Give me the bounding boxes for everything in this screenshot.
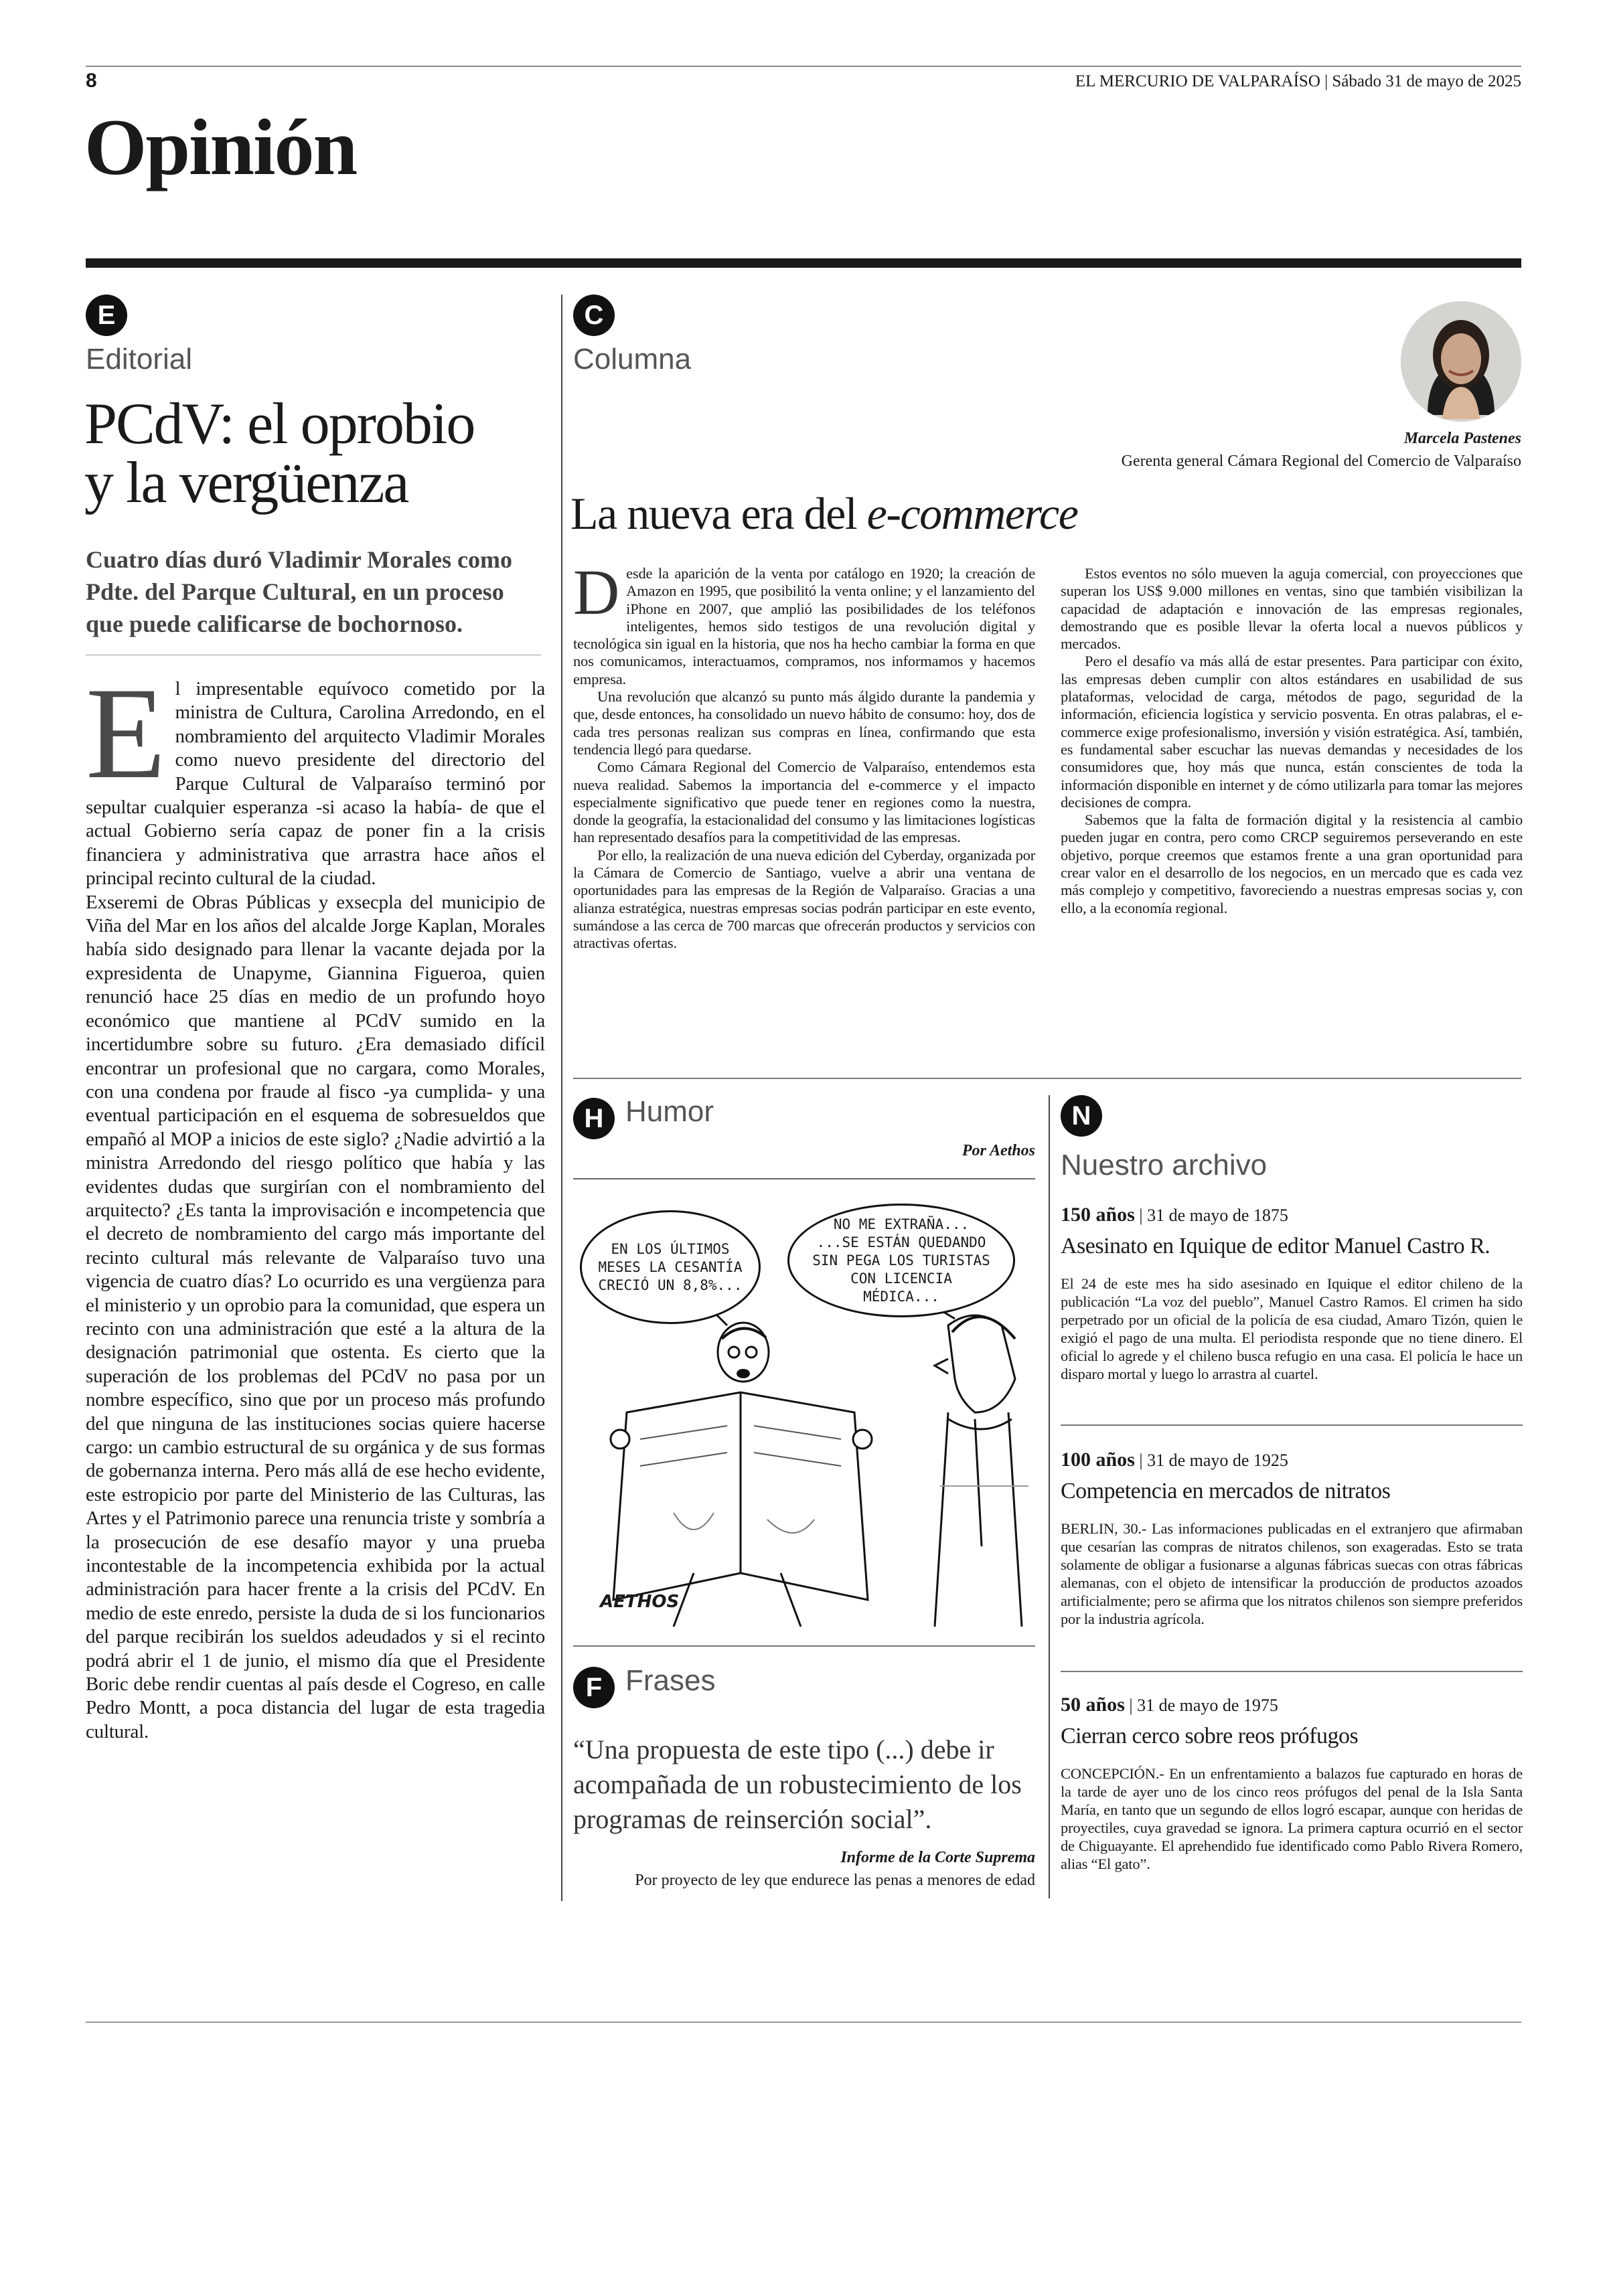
editorial-lead-paragraph: l impresentable equívoco cometido por la ministra de Cultura, Carolina Arredondo, en el nombramiento del arquitecto Vladimir Morales como nuevo presidente del directorio del Parque Cultural de Valparaíso terminó por sepultar cualquier esperanza -si acaso la había- de que el actual Gobierno sería capaz de poner fin a la crisis financiera y administrativa que arrastra hace años el principal recinto cultural de la ciudad.: [86, 678, 545, 890]
archivo-item-text: CONCEPCIÓN.- En un enfrentamiento a balazos fue capturado en horas de la tarde de ayer uno de los cinco reos prófugos del penal de la Isla Santa María, en tanto que un segundo de ellos logró escapar, aunque con heridas de proyectiles, cuya gravedad se ignora. La primera captura ocurrió en el sector de Chiguayante. El aprehendido fue identificado como Pablo Rivera Romero, alias “El gato”.: [1061, 1765, 1523, 1872]
archivo-item-years: 150 años: [1061, 1204, 1135, 1226]
editorial-badge: E: [86, 295, 127, 336]
archivo-item-2: [1061, 1449, 1523, 1628]
humor-rule: [573, 1178, 1035, 1179]
author-photo: [1401, 301, 1521, 422]
archivo-label: Nuestro archivo: [1061, 1149, 1268, 1181]
masthead-line: [1075, 72, 1521, 91]
archivo-item-1: [1061, 1204, 1523, 1383]
archivo-meta-separator: |: [1124, 1696, 1138, 1715]
column-divider-1: [561, 295, 562, 1901]
masthead-separator: |: [1324, 72, 1332, 90]
column-badge: C: [573, 295, 615, 336]
humor-credit: Por Aethos: [962, 1142, 1035, 1159]
editorial-body-paragraph: Exseremi de Obras Públicas y exsecpla del municipio de Viña del Mar en los años del alcalde Jorge Kaplan, Morales había sido designado para llenar la vacante dejada por la expresidenta de Unapyme, Giannina Figueroa, quien renunció hace 25 días en medio de un profundo hoyo económico que mantiene al PCdV sumido en la incertidumbre sobre su futuro. ¿Era demasiado difícil encontrar un profesional que no cargara, como Morales, con una condena por fraude al fisco -ya cumplida- y una eventual participación en el esquema de sobresueldos que empañó al MOP a inicios de este siglo? ¿Nadie advirtió a la ministra Arredondo del riesgo político que había y las evidentes dudas que surgirían con el nombramiento del arquitecto? ¿Es tanta la improvisación e incompetencia que el decreto de nombramiento del cargo más importante del recinto cultural más relevante de Valparaíso tuvo una vigencia de cuatro días? Lo ocurrido es una vergüenza para el ministerio y un oprobio para la comunidad, que espera un recinto con una administración que esté a la altura de la designación patrimonial que ostenta. Es cierto que la superación de los problemas del PCdV no pasa por un nombre específico, sino que por un proceso más profundo del que ninguna de las instituciones socias quiere hacerse cargo: un cambio estructural de su orgánica y de sus formas de gobernanza interna. Pero más allá de ese hecho evidente, este estropicio por parte del Ministerio de las Culturas, las Artes y el Patrimonio parece una renuncia triste y sombría a la prosecución de ese desafío mayor y una prueba incontestable de la incompetencia exhibida por la actual administración para hacer frente a la crisis del PCdV. En medio de este enredo, persiste la duda de si los funcionarios del parque recibirán los sueldos adeudados y si el recinto podrá abrir el 1 de junio, el mismo día que el Presidente Boric debe rendir cuentas al país desde el Cogreso, en calle Pedro Montt, a poca distancia del lugar de esta tragedia cultural.: [86, 891, 545, 1742]
editorial-headline-line-1: PCdV: el oprobio: [84, 392, 475, 457]
editorial-deck: Cuatro días duró Vladimir Morales como Pdte. del Parque Cultural, en un proceso que puede calificarse de bochornoso.: [86, 546, 512, 637]
author-role: Gerenta general Cámara Regional del Comercio de Valparaíso: [1121, 453, 1521, 470]
editorial-body: [86, 661, 545, 1744]
section-heavy-rule: [86, 258, 1521, 268]
column-headline: [570, 487, 1077, 540]
editorial-drop-cap: E: [86, 661, 166, 806]
archivo-item-date: 31 de mayo de 1925: [1147, 1451, 1288, 1470]
archivo-rule-1: [1061, 1424, 1523, 1426]
archivo-item-text: BERLIN, 30.- Las informaciones publicadas en el extranjero que afirmaban que cesarían las compras de nitratos chilenos, son exageradas. Esto se trata solamente de obligar a fusionarse a algunas fábricas suecas con otras fábricas alemanas, con el objeto de intensificar la producción de productos azoados artificialmente; pero se afirma que los nitratos chilenos son siempre preferidos por la industria agrícola.: [1061, 1520, 1523, 1627]
page-bottom-rule: [86, 2022, 1521, 2023]
column-paragraph-2: Una revolución que alcanzó su punto más álgido durante la pandemia y que, desde entonces, ha consolidado un nuevo hábito de consumo: hoy, dos de cada tres personas realizan sus compras en línea, confirmando que esta tendencia llegó para quedarse.: [573, 688, 1035, 758]
column-headline-italic: e-commerce: [866, 488, 1078, 539]
archivo-item-3: [1061, 1694, 1523, 1873]
page-number: 8: [86, 70, 97, 92]
archivo-item-years: 100 años: [1061, 1449, 1135, 1471]
column-paragraph-3: Como Cámara Regional del Comercio de Valparaíso, entendemos esta nueva realidad. Sabemos la importancia del e-commerce y el impacto especialmente significativo que puede tener en regiones como la nuestra, donde la geografía, la estacionalidad del consumo y las limitaciones logísticas han representado desafíos para la competitividad de las empresas.: [573, 758, 1035, 846]
column-body-right: [1061, 565, 1523, 917]
issue-date: Sábado 31 de mayo de 2025: [1332, 72, 1521, 90]
archivo-item-meta: [1061, 1449, 1523, 1471]
archivo-item-date: 31 de mayo de 1975: [1137, 1696, 1278, 1715]
column-paragraph-1: esde la aparición de la venta por catálogo en 1920; la creación de Amazon en 1995, que posibilitó la venta online; y el lanzamiento del iPhone en 2007, que amplió las posibilidades de los teléfonos inteligentes, hemos sido testigos de una revolución digital y tecnológica sin igual en la historia, que nos ha hecho cambiar la forma en que nos comunicamos, interactuamos, compramos, nos informamos y hacemos empresa.: [573, 565, 1035, 687]
archivo-item-years: 50 años: [1061, 1694, 1125, 1716]
archivo-item-title: Cierran cerco sobre reos prófugos: [1061, 1724, 1359, 1748]
cartoon-bubble-left: EN LOS ÚLTIMOS MESES LA CESANTÍA CRECIÓ UN 8,8%...: [580, 1210, 761, 1324]
column-paragraph-4: Por ello, la realización de una nueva edición del Cyberday, organizada por la Cámara de Comercio de Santiago, vuelve a abrir una ventana de oportunidades para las empresas de la Región de Valparaíso. Gracias a una alianza estratégica, nuestras empresas socias podrán participar en este evento, sumándose a las cerca de 700 marcas que ofrecerán productos y servicios con atractivas ofertas.: [573, 846, 1035, 952]
archivo-item-title: Competencia en mercados de nitratos: [1061, 1479, 1391, 1503]
column-paragraph-6: Pero el desafío va más allá de estar presentes. Para participar con éxito, las empresas deben cumplir con altos estándares en usabilidad de sus plataformas, velocidad de carga, métodos de pago, seguridad de la información, eficiencia logística y servicio posventa. En otras palabras, el e-commerce exige profesionalismo, inversión y visión estratégica. Así, también, es fundamental saber escuchar las nuevas demandas y necesidades de los consumidores que, hoy más que nunca, están conscientes de toda la información disponible en internet y de cómo utilizarla para tomar las mejores decisiones de compra.: [1061, 653, 1523, 811]
archivo-item-title: Asesinato en Iquique de editor Manuel Castro R.: [1061, 1234, 1490, 1258]
top-rule: [86, 66, 1521, 67]
archivo-badge: N: [1061, 1095, 1102, 1137]
archivo-meta-separator: |: [1134, 1451, 1148, 1470]
archivo-meta-separator: |: [1134, 1206, 1148, 1225]
frases-source: Informe de la Corte Suprema: [840, 1849, 1035, 1866]
cartoon-signature: AETHOS: [600, 1592, 680, 1612]
editorial-headline-line-2: y la vergüenza: [84, 450, 408, 515]
section-title: Opinión: [84, 102, 357, 191]
column-divider-2: [1049, 1095, 1050, 1898]
frases-label: Frases: [625, 1664, 716, 1697]
editorial-label: Editorial: [86, 343, 192, 376]
archivo-rule-2: [1061, 1671, 1523, 1672]
column-drop-cap: D: [573, 556, 620, 628]
frases-badge: F: [573, 1667, 615, 1708]
humor-label: Humor: [625, 1095, 714, 1128]
humor-badge: H: [573, 1098, 615, 1139]
column-paragraph-7: Sabemos que la falta de formación digital y la resistencia al cambio pueden jugar en contra, pero como CRCP seguiremos perseverando en este objetivo, porque creemos que estamos frente a una gran oportunidad para crear valor en el desarrollo de los negocios, en un mercado que es cada vez más complejo y competitivo, favoreciendo a nuestras empresas socias y, con ello, a la economía regional.: [1061, 811, 1523, 916]
column-bottom-rule: [573, 1078, 1521, 1079]
frases-quote: “Una propuesta de este tipo (...) debe ir acompañada de un robustecimiento de los programas de reinserción social”.: [573, 1734, 1022, 1834]
frases-context: Por proyecto de ley que endurece las penas a menores de edad: [635, 1872, 1035, 1889]
cartoon-bubble-right: NO ME EXTRAÑA... ...SE ESTÁN QUEDANDO SIN PEGA LOS TURISTAS CON LICENCIA MÉDICA...: [787, 1204, 1015, 1317]
column-headline-text: La nueva era del: [570, 488, 867, 539]
editorial-headline: [84, 392, 553, 515]
archivo-item-date: 31 de mayo de 1875: [1147, 1206, 1288, 1225]
archivo-item-text: El 24 de este mes ha sido asesinado en Iquique el editor chileno de la publicación “La voz del pueblo”, Manuel Castro Ramos. El crimen ha sido perpetrado por un oficial de la policía de esa ciudad, Amaro Tizón, quien le exigió el pago de una multa. El periodista responde que no tiene dinero. El oficial lo agrede y el chileno busca refugio en una casa. El policía le hace un disparo mortal y luego lo arrastra al cuartel.: [1061, 1275, 1523, 1382]
newspaper-name: EL MERCURIO DE VALPARAÍSO: [1075, 72, 1320, 90]
column-paragraph-5: Estos eventos no sólo mueven la aguja comercial, con proyecciones que superan los US$ 9.000 millones en ventas, sino que también visibilizan la capacidad de adaptación e innovación de las empresas regionales, demostrando que es posible llevar la oferta local a nuevos públicos y mercados.: [1061, 565, 1523, 653]
author-name: Marcela Pastenes: [1403, 430, 1521, 447]
archivo-item-meta: [1061, 1694, 1523, 1716]
column-label: Columna: [573, 343, 692, 376]
humor-bottom-rule: [573, 1645, 1035, 1647]
column-body-left: [573, 556, 1035, 953]
archivo-item-meta: [1061, 1204, 1523, 1226]
